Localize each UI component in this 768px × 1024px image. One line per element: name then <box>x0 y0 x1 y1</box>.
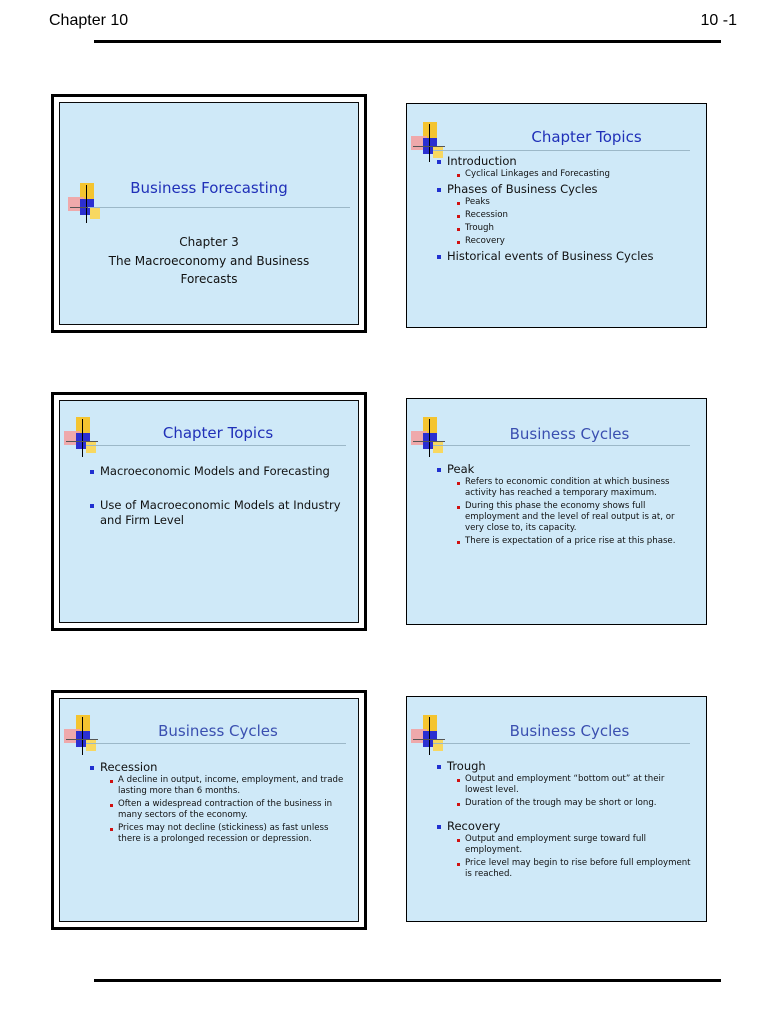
slide-title: Business Forecasting <box>130 179 288 197</box>
list-item: Peak Refers to economic condition at which business activity has reached a temporary maximum. During this phase the economy shows full employment and the level of real output is at, or very close to, its capacity. There is expectation of a price rise at this phase. <box>437 462 692 547</box>
topic-list <box>437 462 692 549</box>
list-item: There is expectation of a price rise at this phase. <box>457 536 692 547</box>
list-item: Output and employment surge toward full employment. <box>457 834 692 856</box>
slide-title: Chapter Topics <box>531 128 642 146</box>
subtitle-line-3: Forecasts <box>180 272 238 286</box>
slide-5 <box>51 690 367 930</box>
list-item: Trough Output and employment “bottom out” at their lowest level. Duration of the trough may be short or long. <box>437 759 692 809</box>
slide-1 <box>51 94 367 333</box>
list-item: Prices may not decline (stickiness) as fast unless there is a prolonged recession or depression. <box>110 823 350 845</box>
list-item: Use of Macroeconomic Models at Industry and Firm Level <box>90 498 352 528</box>
slide-title: Business Cycles <box>509 425 630 443</box>
title-divider <box>433 743 690 744</box>
slide-6 <box>406 696 707 922</box>
list-item: Trough <box>457 223 697 234</box>
slide-3 <box>51 392 367 631</box>
slide-title: Business Cycles <box>158 722 278 740</box>
list-item: A decline in output, income, employment, and trade lasting more than 6 months. <box>110 775 350 797</box>
list-item: Price level may begin to rise before full employment is reached. <box>457 858 692 880</box>
title-divider <box>86 743 346 744</box>
title-divider <box>433 445 690 446</box>
footer-rule <box>94 979 721 982</box>
list-item: Introduction Cyclical Linkages and Forecasting <box>437 154 697 180</box>
slide-2 <box>406 103 707 328</box>
slide-1-content <box>59 102 359 325</box>
slide-3-content <box>59 400 359 623</box>
slide-title: Chapter Topics <box>162 424 274 442</box>
list-item: Often a widespread contraction of the business in many sectors of the economy. <box>110 799 350 821</box>
list-item: Duration of the trough may be short or long. <box>457 798 692 809</box>
slide-4-content <box>407 399 706 624</box>
subtitle-line-2: The Macroeconomy and Business <box>108 254 310 268</box>
page-header-chapter: Chapter 10 <box>49 12 129 29</box>
list-item: Phases of Business Cycles Peaks Recession Trough Recovery <box>437 182 697 247</box>
slide-title: Business Cycles <box>509 722 630 740</box>
list-item: Recession <box>457 210 697 221</box>
topic-list <box>437 154 697 265</box>
header-rule <box>94 40 721 43</box>
list-item: Historical events of Business Cycles <box>437 249 697 264</box>
list-item: Recovery Output and employment surge toward full employment. Price level may begin to rise before full employment is reached. <box>437 819 692 880</box>
title-divider <box>433 150 690 151</box>
list-item: During this phase the economy shows full employment and the level of real output is at, or very close to, its capacity. <box>457 501 692 534</box>
subtitle-line-1: Chapter 3 <box>179 235 239 249</box>
list-item: Cyclical Linkages and Forecasting <box>457 169 697 180</box>
slide-2-content <box>407 104 706 327</box>
topic-list <box>90 760 350 847</box>
list-item: Output and employment “bottom out” at their lowest level. <box>457 774 692 796</box>
topic-list <box>437 759 692 882</box>
title-divider <box>88 207 350 208</box>
list-item: Refers to economic condition at which business activity has reached a temporary maximum. <box>457 477 692 499</box>
list-item: Peaks <box>457 197 697 208</box>
page-number: 10 -1 <box>700 12 737 29</box>
list-item: Recession A decline in output, income, employment, and trade lasting more than 6 months. Often a widespread contraction of the business in many sectors of the economy. Prices may not decline (stickiness) as fast unless there is a prolonged recession or depression. <box>90 760 350 845</box>
slide-4 <box>406 398 707 625</box>
title-divider <box>86 445 346 446</box>
slide-6-content <box>407 697 706 921</box>
list-item: Macroeconomic Models and Forecasting <box>90 464 352 479</box>
slide-5-content <box>59 698 359 922</box>
list-item: Recovery <box>457 236 697 247</box>
topic-list <box>90 464 352 529</box>
